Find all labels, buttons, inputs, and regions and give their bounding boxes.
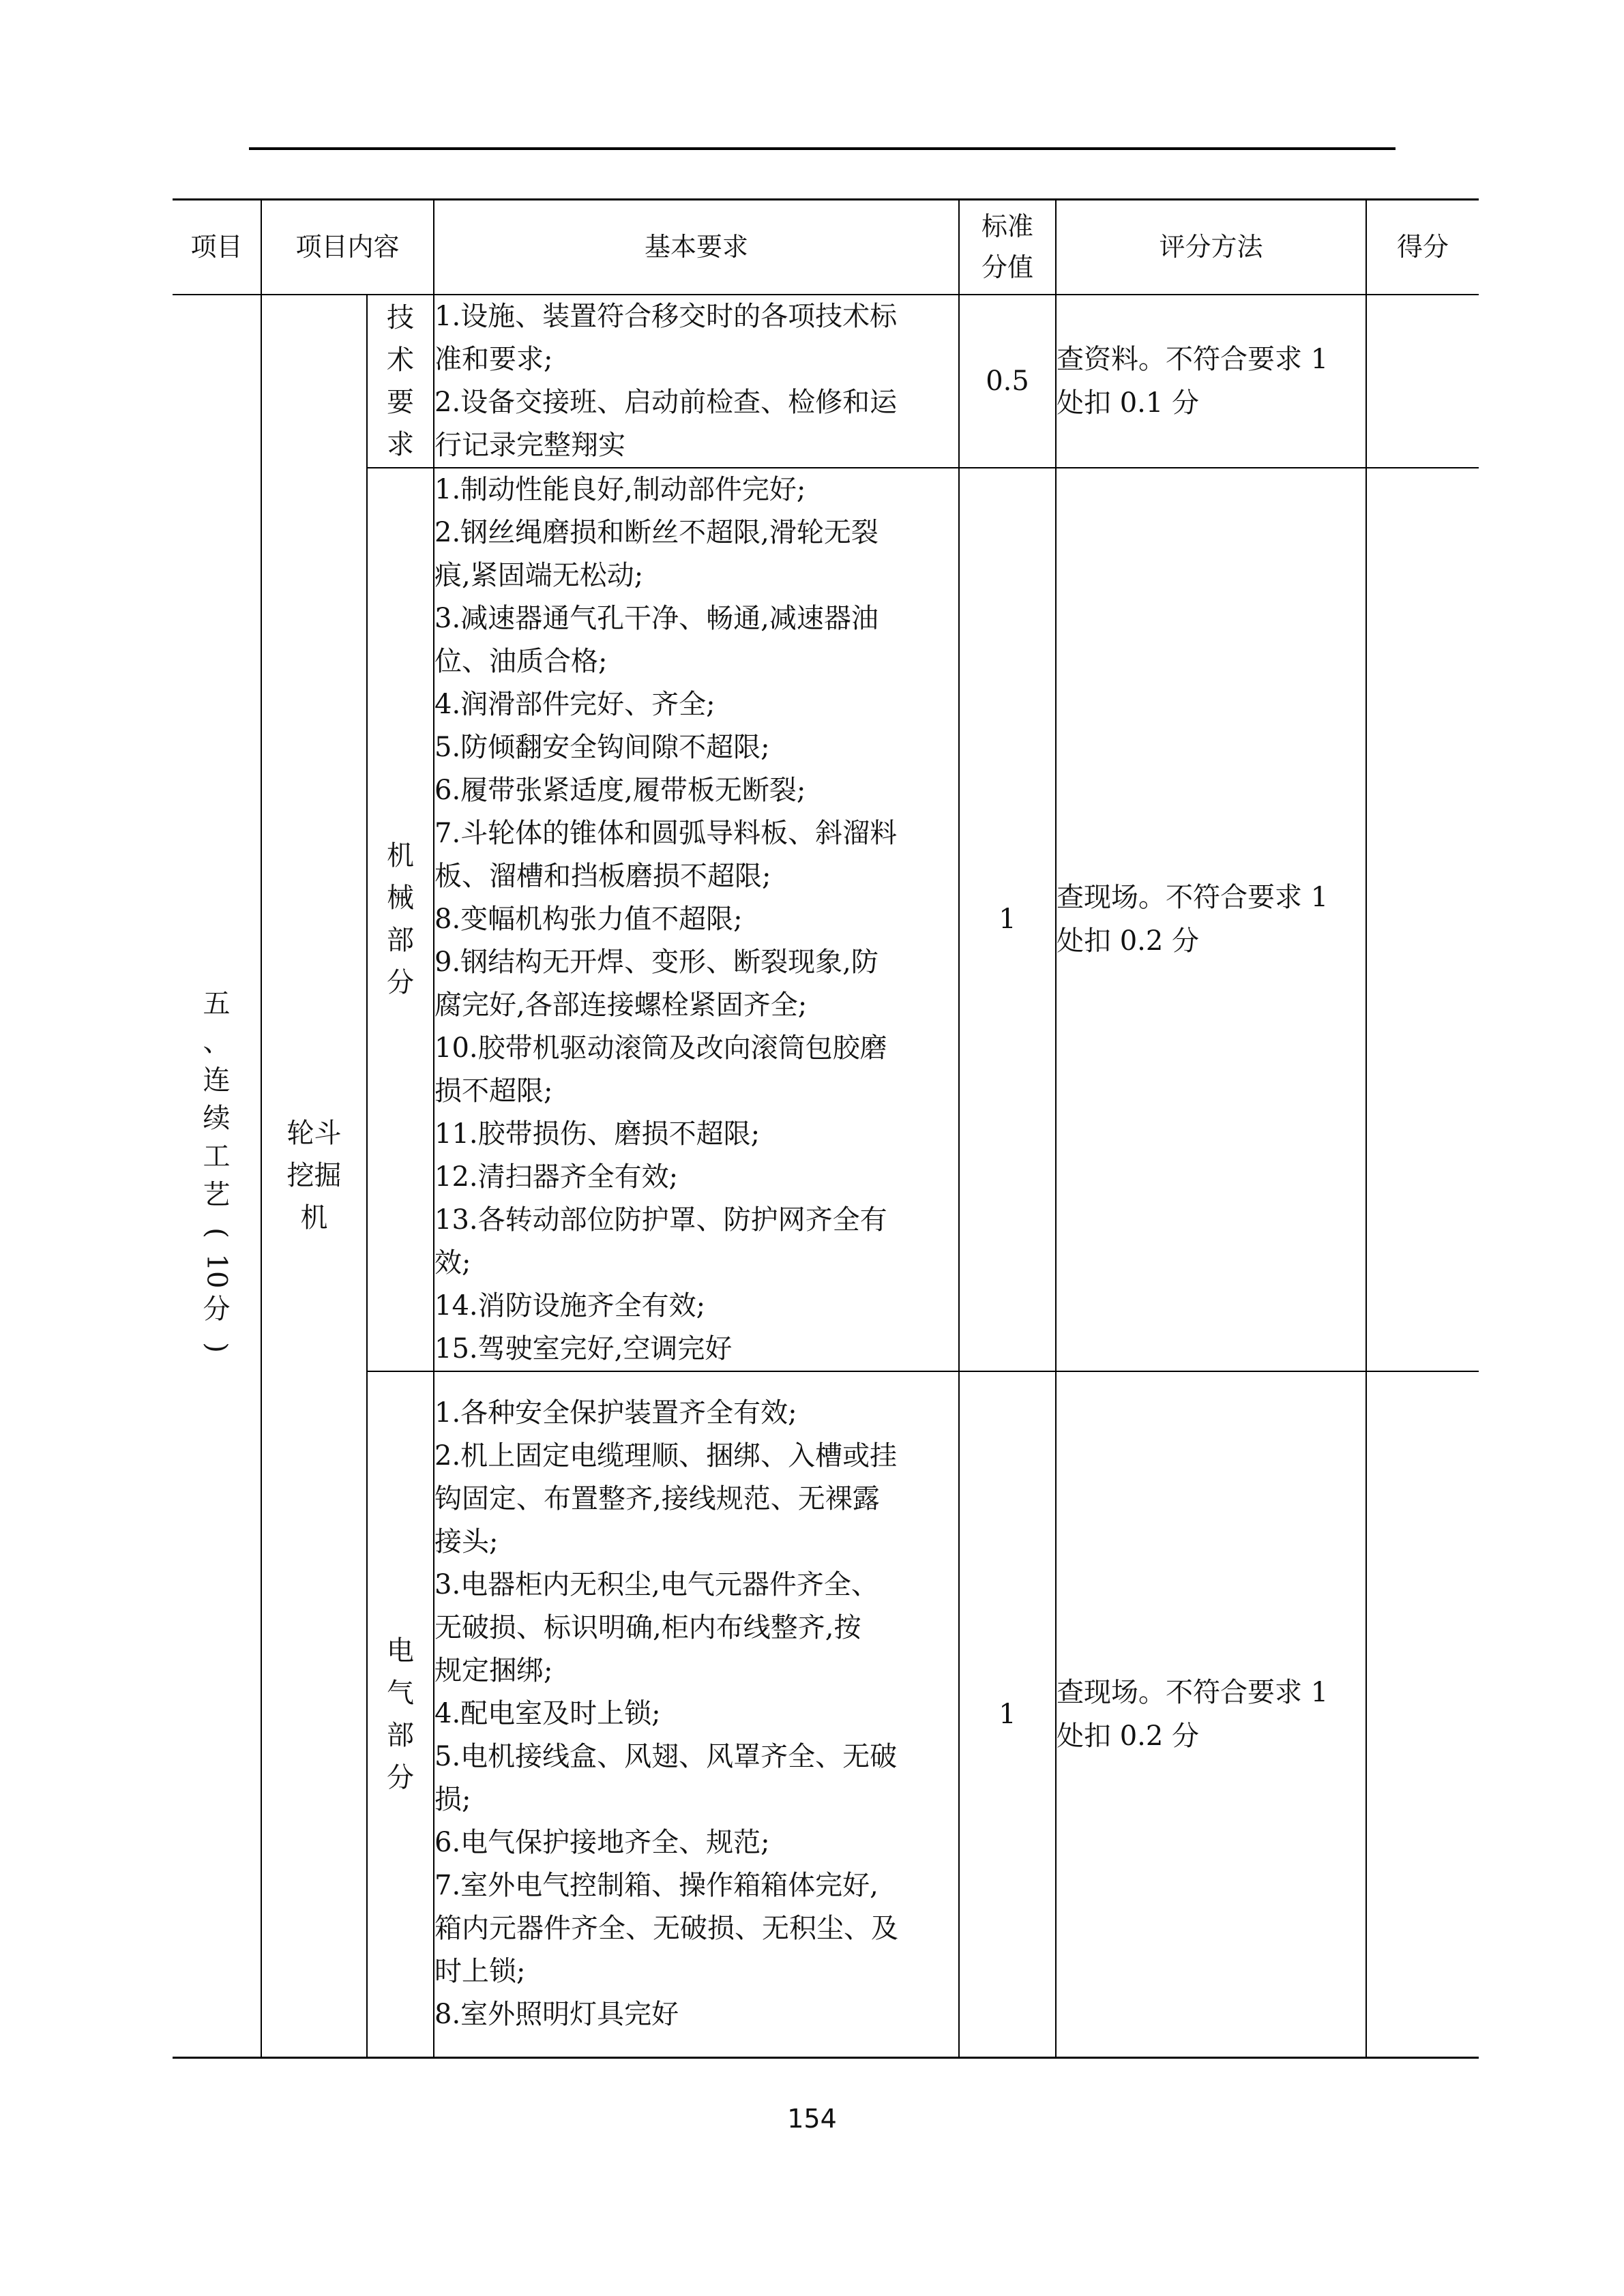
header-score: 得分 bbox=[1366, 200, 1479, 295]
header-standard-line1: 标准 bbox=[981, 211, 1034, 242]
subsection-char: 术 bbox=[387, 344, 414, 376]
requirement-line: 4.润滑部件完好、齐全; bbox=[434, 688, 715, 720]
requirement-line: 1.各种安全保护装置齐全有效; bbox=[434, 1397, 797, 1429]
subsection-char: 求 bbox=[387, 428, 414, 460]
requirements-cell bbox=[434, 468, 959, 1371]
requirement-line: 无破损、标识明确,柜内布线整齐,按 bbox=[434, 1612, 861, 1644]
method-cell bbox=[1056, 295, 1366, 468]
requirement-line: 2.钢丝绳磨损和断丝不超限,滑轮无裂 bbox=[434, 516, 879, 548]
method-cell bbox=[1056, 1371, 1366, 2058]
header-standard-line2: 分值 bbox=[981, 252, 1034, 283]
requirement-line: 规定捆绑; bbox=[434, 1655, 553, 1687]
standard-value-cell: 1 bbox=[959, 1371, 1056, 2058]
scoring-table bbox=[173, 198, 1479, 2059]
table-row bbox=[173, 1371, 1479, 2058]
content-line: 挖掘 bbox=[286, 1160, 342, 1192]
requirement-line: 6.电气保护接地齐全、规范; bbox=[434, 1827, 770, 1859]
requirement-line: 7.室外电气控制箱、操作箱箱体完好, bbox=[434, 1870, 879, 1902]
subsection-cell bbox=[367, 295, 434, 468]
subsection-vertical-text bbox=[368, 835, 433, 1004]
item-char: 分 bbox=[203, 1294, 231, 1326]
header-rule bbox=[249, 147, 1396, 150]
score-cell[interactable] bbox=[1366, 1371, 1479, 2058]
subsection-char: 部 bbox=[387, 1719, 414, 1751]
requirement-line: 12.清扫器齐全有效; bbox=[434, 1161, 679, 1193]
subsection-char: 气 bbox=[387, 1677, 414, 1709]
subsection-char: 要 bbox=[387, 386, 414, 418]
item-char: 10 bbox=[201, 1253, 233, 1289]
requirement-line: 6.履带张紧适度,履带板无断裂; bbox=[434, 774, 806, 806]
subsection-char: 机 bbox=[387, 840, 414, 871]
requirement-line: 准和要求; bbox=[434, 343, 553, 375]
header-requirements: 基本要求 bbox=[434, 200, 959, 295]
item-char: 连 bbox=[203, 1064, 231, 1097]
content-line: 机 bbox=[300, 1202, 328, 1234]
page-number: 154 bbox=[787, 2104, 837, 2134]
standard-value-cell: 1 bbox=[959, 468, 1056, 1371]
requirement-line: 10.胶带机驱动滚筒及改向滚筒包胶磨 bbox=[434, 1032, 887, 1064]
requirement-line: 4.配电室及时上锁; bbox=[434, 1698, 661, 1730]
requirement-line: 14.消防设施齐全有效; bbox=[434, 1289, 706, 1322]
item-vertical-text bbox=[173, 985, 261, 1367]
subsection-char: 部 bbox=[387, 925, 414, 956]
requirement-line: 3.减速器通气孔干净、畅通,减速器油 bbox=[434, 602, 879, 634]
content-vertical-text bbox=[262, 1112, 366, 1239]
content-line: 轮斗 bbox=[286, 1118, 342, 1150]
requirement-line: 9.钢结构无开焊、变形、断裂现象,防 bbox=[434, 946, 879, 978]
header-standard-value bbox=[959, 200, 1056, 295]
item-char: 五 bbox=[203, 988, 231, 1020]
item-cell bbox=[173, 295, 261, 2058]
header-item: 项目 bbox=[173, 200, 261, 295]
requirement-line: 5.防倾翻安全钩间隙不超限; bbox=[434, 731, 770, 763]
requirement-line: 时上锁; bbox=[434, 1956, 526, 1988]
requirement-line: 3.电器柜内无积尘,电气元器件齐全、 bbox=[434, 1569, 879, 1601]
table-row bbox=[173, 468, 1479, 1371]
requirement-line: 8.室外照明灯具完好 bbox=[434, 1999, 679, 2031]
requirement-line: 8.变幅机构张力值不超限; bbox=[434, 903, 743, 935]
requirement-line: 箱内元器件齐全、无破损、无积尘、及 bbox=[434, 1913, 899, 1945]
subsection-cell bbox=[367, 468, 434, 1371]
score-cell[interactable] bbox=[1366, 468, 1479, 1371]
requirement-line: 13.各转动部位防护罩、防护网齐全有 bbox=[434, 1204, 887, 1236]
method-line: 处扣 0.2 分 bbox=[1057, 1720, 1200, 1752]
requirement-line: 痕,紧固端无松动; bbox=[434, 559, 644, 591]
requirement-line: 接头; bbox=[434, 1526, 499, 1558]
requirement-line: 5.电机接线盒、风翅、风罩齐全、无破 bbox=[434, 1741, 898, 1773]
standard-value-cell: 0.5 bbox=[959, 295, 1056, 468]
method-line: 处扣 0.1 分 bbox=[1057, 387, 1200, 419]
item-char: 、 bbox=[203, 1026, 231, 1058]
requirement-line: 行记录完整翔实 bbox=[434, 429, 626, 461]
requirement-line: 2.设备交接班、启动前检查、检修和运 bbox=[434, 386, 898, 418]
requirements-cell bbox=[434, 1371, 959, 2058]
requirement-line: 1.制动性能良好,制动部件完好; bbox=[434, 473, 806, 505]
subsection-vertical-text bbox=[368, 1630, 433, 1799]
method-line: 查现场。不符合要求 1 bbox=[1057, 882, 1329, 913]
item-char: 续 bbox=[203, 1103, 231, 1135]
requirement-line: 钩固定、布置整齐,接线规范、无裸露 bbox=[434, 1483, 880, 1515]
requirement-line: 11.胶带损伤、磨损不超限; bbox=[434, 1118, 761, 1150]
item-char: 工 bbox=[203, 1141, 231, 1173]
table-row bbox=[173, 295, 1479, 468]
header-content: 项目内容 bbox=[261, 200, 434, 295]
requirement-line: 腐完好,各部连接螺栓紧固齐全; bbox=[434, 989, 808, 1021]
requirement-line: 2.机上固定电缆理顺、捆绑、入槽或挂 bbox=[434, 1440, 898, 1472]
requirement-line: 15.驾驶室完好,空调完好 bbox=[434, 1332, 733, 1365]
item-char: 艺 bbox=[203, 1179, 231, 1211]
method-cell bbox=[1056, 468, 1366, 1371]
header-method: 评分方法 bbox=[1056, 200, 1366, 295]
requirement-line: 7.斗轮体的锥体和圆弧导料板、斜溜料 bbox=[434, 817, 898, 849]
subsection-char: 电 bbox=[387, 1635, 414, 1667]
method-line: 处扣 0.2 分 bbox=[1057, 925, 1200, 957]
score-cell[interactable] bbox=[1366, 295, 1479, 468]
table-header-row bbox=[173, 200, 1479, 295]
requirements-cell bbox=[434, 295, 959, 468]
requirement-line: 损; bbox=[434, 1784, 471, 1816]
subsection-char: 分 bbox=[387, 967, 414, 998]
requirement-line: 效; bbox=[434, 1247, 471, 1279]
item-char: ) bbox=[201, 1342, 233, 1354]
item-char: ( bbox=[201, 1227, 233, 1239]
requirement-line: 1.设施、装置符合移交时的各项技术标 bbox=[434, 300, 898, 332]
content-cell bbox=[261, 295, 367, 2058]
requirement-line: 损不超限; bbox=[434, 1075, 553, 1107]
subsection-cell bbox=[367, 1371, 434, 2058]
method-line: 查现场。不符合要求 1 bbox=[1057, 1676, 1329, 1708]
subsection-char: 械 bbox=[387, 882, 414, 914]
method-line: 查资料。不符合要求 1 bbox=[1057, 343, 1329, 375]
requirement-line: 位、油质合格; bbox=[434, 645, 608, 677]
subsection-char: 技 bbox=[387, 301, 414, 333]
subsection-vertical-text bbox=[368, 297, 433, 466]
requirement-line: 板、溜槽和挡板磨损不超限; bbox=[434, 860, 771, 892]
subsection-char: 分 bbox=[387, 1761, 414, 1793]
